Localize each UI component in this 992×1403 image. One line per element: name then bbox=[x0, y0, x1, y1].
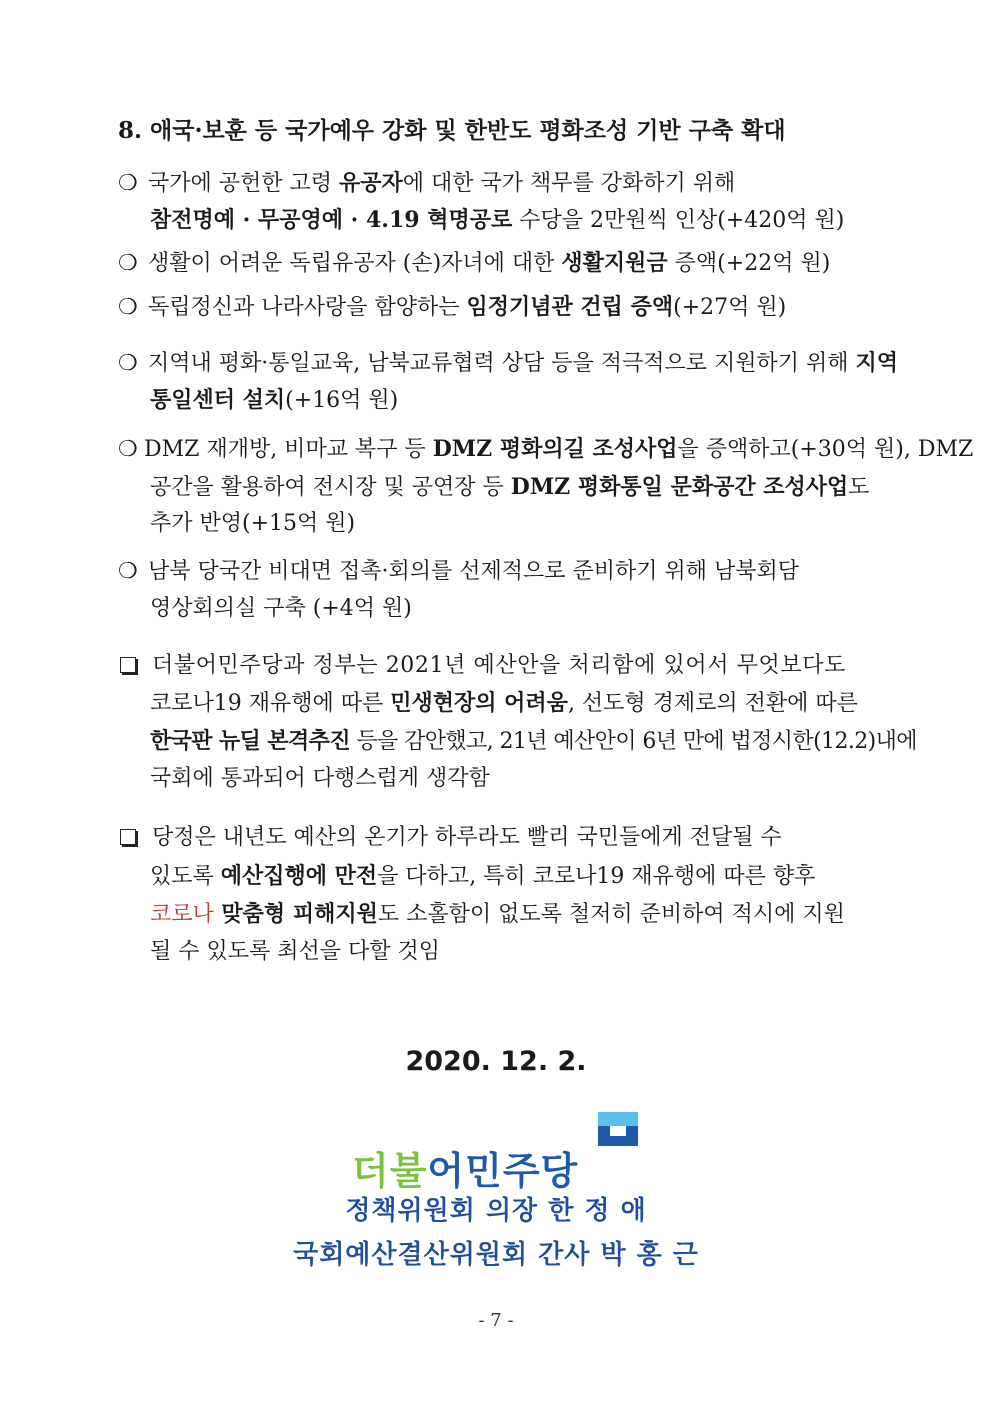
paragraph-1-line-2: 코로나19 재유행에 따른 민생현장의 어려움, 선도형 경제로의 전환에 따른 bbox=[150, 690, 858, 716]
circle-bullet-icon: ❍ bbox=[118, 295, 138, 320]
document-date: 2020. 12. 2. bbox=[405, 1046, 587, 1077]
bullet-item-4-line-1: ❍ 지역내 평화·통일교육, 남북교류협력 상담 등을 적극적으로 지원하기 위해 지역 bbox=[118, 348, 898, 379]
bullet-item-1-line-2: 참전명예 · 무공영예 · 4.19 혁명공로 수당을 2만원씩 인상(+420억 원) bbox=[150, 207, 845, 233]
circle-bullet-icon: ❍ bbox=[118, 437, 138, 462]
signature-policy-chair: 정책위원회 의장 한 정 애 bbox=[345, 1196, 647, 1226]
bullet-item-2: ❍ 생활이 어려운 독립유공자 (손)자녀에 대한 생활지원금 증액(+22억 원) bbox=[118, 248, 830, 279]
bullet-item-3: ❍ 독립정신과 나라사랑을 함양하는 임정기념관 건립 증액(+27억 원) bbox=[118, 292, 786, 323]
bullet-item-6-line-1: ❍ 남북 당국간 비대면 접촉·회의를 선제적으로 준비하기 위해 남북회담 bbox=[118, 557, 799, 587]
paragraph-2-line-3: 코로나 맞춤형 피해지원도 소홀함이 없도록 철저히 준비하여 적시에 지원 bbox=[150, 901, 845, 927]
page-number: - 7 - bbox=[478, 1310, 514, 1331]
bullet-item-4-line-2: 통일센터 설치(+16억 원) bbox=[150, 387, 399, 413]
paragraph-1-line-4: 국회에 통과되어 다행스럽게 생각함 bbox=[150, 766, 490, 791]
logo-text: 더불어민주당 bbox=[352, 1149, 579, 1193]
square-bullet-icon bbox=[120, 657, 136, 673]
circle-bullet-icon: ❍ bbox=[118, 351, 138, 376]
circle-bullet-icon: ❍ bbox=[118, 559, 138, 584]
paragraph-2-line-4: 될 수 있도록 최선을 다할 것임 bbox=[150, 939, 440, 964]
bullet-item-6-line-2: 영상회의실 구축 (+4억 원) bbox=[150, 596, 412, 621]
paragraph-1-line-3: 한국판 뉴딜 본격추진 등을 감안했고, 21년 예산안이 6년 만에 법정시한(12.2)내에 bbox=[150, 728, 917, 754]
bullet-item-5-line-1: ❍ DMZ 재개방, 비마교 복구 등 DMZ 평화의길 조성사업을 증액하고(+30억 원), DMZ bbox=[118, 434, 973, 465]
circle-bullet-icon: ❍ bbox=[118, 251, 138, 276]
signature-budget-secretary: 국회예산결산위원회 간사 박 홍 근 bbox=[293, 1240, 699, 1270]
paragraph-1-line-1: 더불어민주당과 정부는 2021년 예산안을 처리함에 있어서 무엇보다도 bbox=[120, 651, 846, 681]
highlight-corona: 코로나 bbox=[150, 902, 214, 927]
paragraph-2-line-2: 있도록 예산집행에 만전을 다하고, 특히 코로나19 재유행에 따른 향후 bbox=[150, 863, 816, 889]
circle-bullet-icon: ❍ bbox=[118, 171, 138, 196]
bullet-item-1-line-1: ❍ 국가에 공헌한 고령 유공자에 대한 국가 책무를 강화하기 위해 bbox=[118, 168, 735, 199]
flag-icon bbox=[598, 1112, 638, 1146]
bullet-item-5-line-2: 공간을 활용하여 전시장 및 공연장 등 DMZ 평화통일 문화공간 조성사업도 bbox=[150, 474, 870, 500]
section-heading: 8. 애국·보훈 등 국가예우 강화 및 한반도 평화조성 기반 구축 확대 bbox=[118, 117, 786, 144]
square-bullet-icon bbox=[120, 829, 136, 845]
paragraph-2-line-1: 당정은 내년도 예산의 온기가 하루라도 빨리 국민들에게 전달될 수 bbox=[120, 823, 782, 853]
bullet-item-5-line-3: 추가 반영(+15억 원) bbox=[150, 511, 356, 536]
party-logo bbox=[352, 1108, 652, 1193]
